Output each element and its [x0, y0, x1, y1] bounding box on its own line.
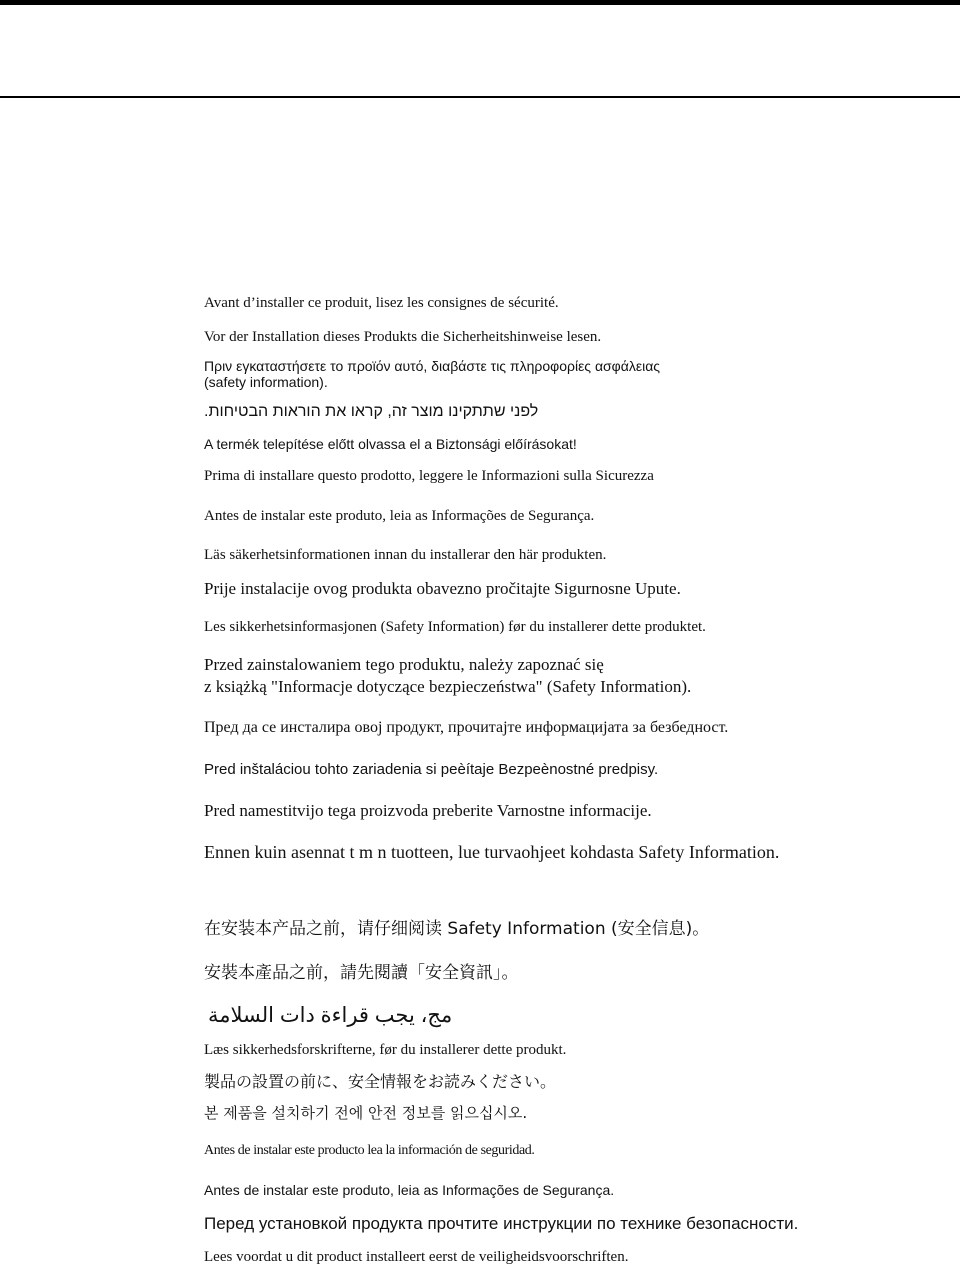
notice-spanish: Antes de instalar este producto lea la información de seguridad. [204, 1143, 535, 1158]
notice-hungarian: A termék telepítése előtt olvassa el a Biztonsági előírásokat! [204, 436, 577, 452]
notice-finnish: Ennen kuin asennat t m n tuotteen, lue turvaohjeet kohdasta Safety Information. [204, 842, 780, 862]
notice-french: Avant d’installer ce produit, lisez les consignes de sécurité. [204, 295, 559, 311]
notice-arabic: مج، يجب قراءة دات السلامة [208, 1004, 453, 1027]
notice-portuguese-1: Antes de instalar este produto, leia as Informações de Segurança. [204, 508, 595, 524]
notice-polish-line2: z książką "Informacje dotyczące bezpieczeństwa" (Safety Information). [204, 677, 692, 696]
notice-portuguese-2: Antes de instalar este produto, leia as Informações de Segurança. [204, 1182, 615, 1198]
header-rule [0, 96, 960, 98]
notice-italian: Prima di installare questo prodotto, leggere le Informazioni sulla Sicurezza [204, 468, 654, 484]
notice-chinese-simplified: 在安装本产品之前，请仔细阅读 Safety Information (安全信息)。 [204, 919, 710, 939]
notice-greek-line2: (safety information). [204, 374, 328, 390]
notice-chinese-traditional: 安裝本產品之前，請先閱讀「安全資訊」。 [204, 963, 519, 983]
top-rule [0, 0, 960, 5]
notice-swedish: Läs säkerhetsinformationen innan du installerar den här produkten. [204, 547, 607, 563]
notice-korean: 본 제품을 설치하기 전에 안전 정보를 읽으십시오. [204, 1104, 528, 1122]
notice-croatian: Prije instalacije ovog produkta obavezno pročitajte Sigurnosne Upute. [204, 579, 681, 598]
notice-russian: Перед установкой продукта прочтите инструкции по технике безопасности. [204, 1214, 799, 1233]
notice-danish: Læs sikkerhedsforskrifterne, før du installerer dette produkt. [204, 1042, 567, 1058]
notice-german: Vor der Installation dieses Produkts die Sicherheitshinweise lesen. [204, 329, 602, 345]
notice-slovenian: Pred namestitvijo tega proizvoda preberite Varnostne informacije. [204, 801, 652, 820]
notice-hebrew: לפני שתתקינו מוצר זה, קראו את הוראות הבטיחות. [204, 403, 539, 420]
notice-japanese: 製品の設置の前に、安全情報をお読みください。 [204, 1072, 557, 1091]
notice-greek-line1: Πριν εγκαταστήσετε το προϊόν αυτό, διαβάστε τις πληροφορίες ασφάλειας [204, 358, 661, 374]
notice-macedonian: Пред да се инсталира овој продукт, прочитајте информацијата за безбедност. [204, 719, 729, 736]
notice-dutch: Lees voordat u dit product installeert eerst de veiligheidsvoorschriften. [204, 1249, 629, 1265]
notice-norwegian: Les sikkerhetsinformasjonen (Safety Information) før du installerer dette produktet. [204, 619, 706, 635]
notice-polish-line1: Przed zainstalowaniem tego produktu, należy zapoznać się [204, 655, 604, 674]
notice-slovak: Pred inštaláciou tohto zariadenia si peèítaje Bezpeènostné predpisy. [204, 761, 659, 778]
